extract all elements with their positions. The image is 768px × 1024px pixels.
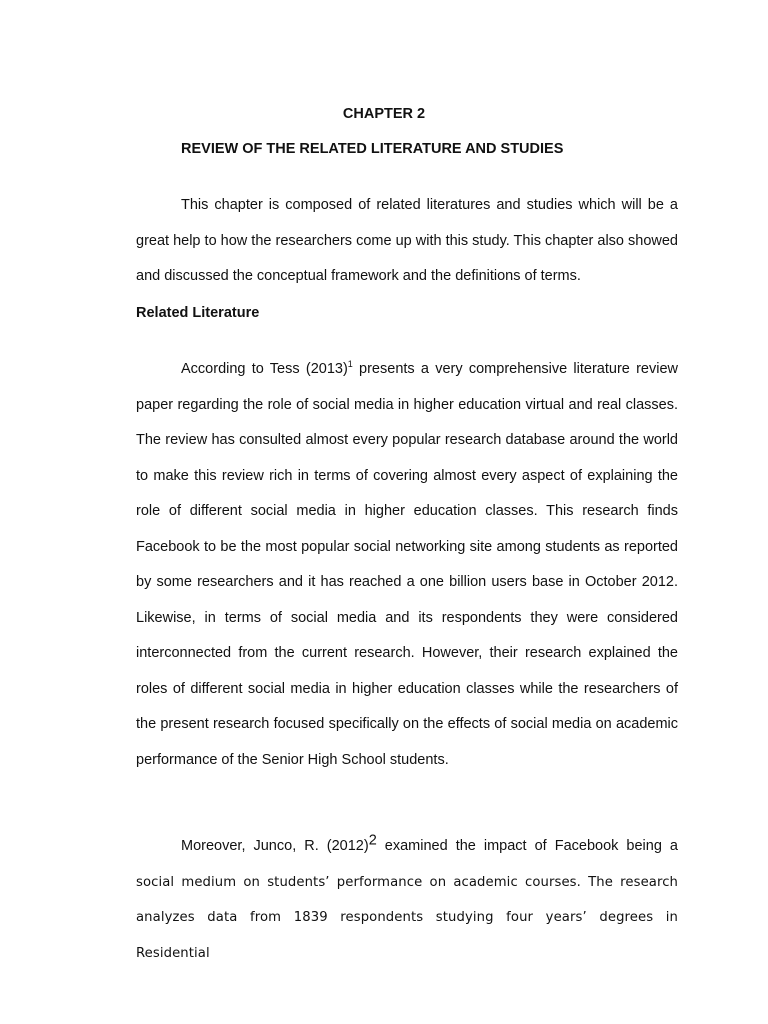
paragraph-tess-body: presents a very comprehensive literature review paper regarding the role of social media in higher education virtual and real classes. The review has consulted almost every popular research database around the world to make this review rich in terms of covering almost every aspect of explaining the role of different social media in higher education classes. This research finds Facebook to be the most popular social networking site among students as reported by some researchers and it has reached a one billion users base in October 2012. Likewise, in terms of social media and its respondents they were considered interconnected from the current research. However, their research explained the roles of different social media in higher education classes while the researchers of the present research focused specifically on the effects of social media on academic performance of the Senior High School students. [136,361,678,768]
footnote-ref-2: 2 [368,832,377,849]
section-heading: Related Literature [136,305,260,321]
paragraph-tess-lead: According to Tess (2013) [181,361,348,377]
paragraph-tess [136,352,678,778]
paragraph-junco-body: social medium on students’ performance on academic courses. The research analyzes data from 1839 respondents studying four years’ degrees in Residential [136,874,678,961]
footnote-ref-1: 1 [347,359,353,370]
chapter-heading: CHAPTER 2 [342,106,426,122]
intro-paragraph: This chapter is composed of related literatures and studies which will be a great help to how the researchers come up with this study. This chapter also showed and discussed the conceptual framework and the definitions of terms. [136,197,678,285]
paragraph-junco-lead-end: examined the impact of Facebook being a [376,838,678,854]
paragraph-junco [136,829,678,971]
paragraph-junco-lead: Moreover, Junco, R. (2012) [181,838,369,854]
chapter-title: REVIEW OF THE RELATED LITERATURE AND STUDIES [181,141,564,157]
